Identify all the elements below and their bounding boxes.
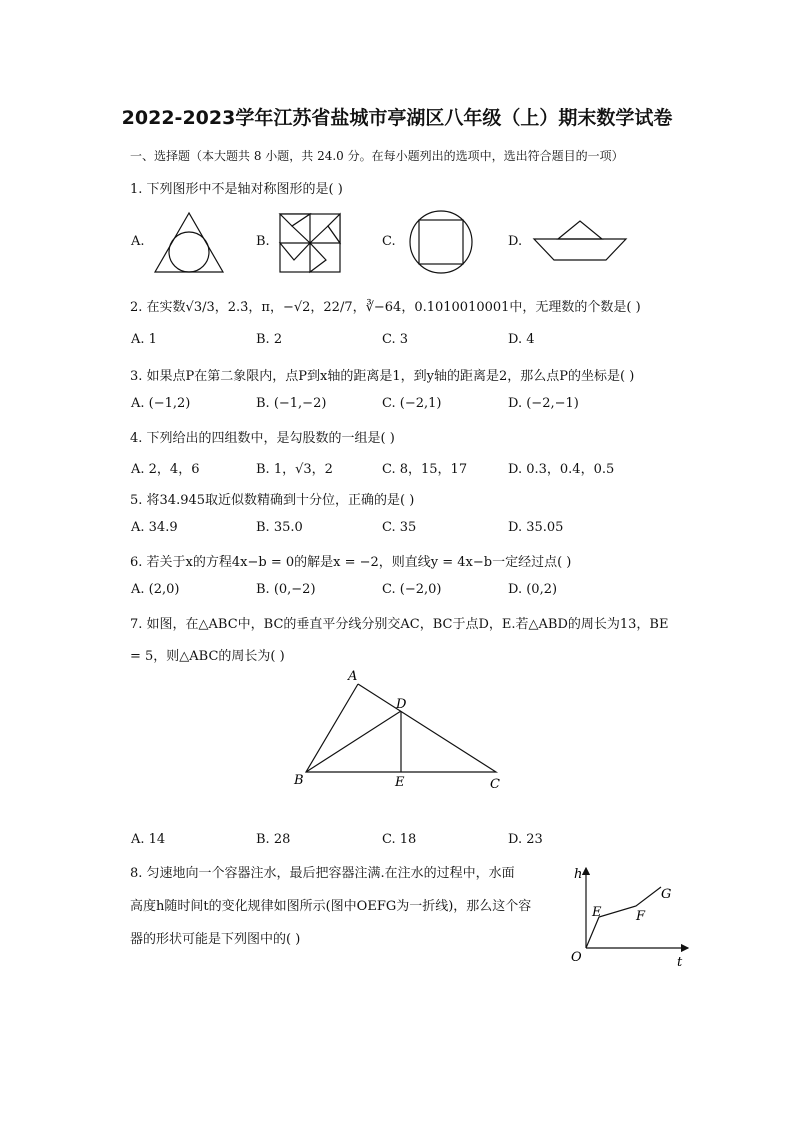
q3-option-d: D. (−2,−1): [508, 396, 579, 411]
q1-figure-a-triangle-circle: [150, 210, 230, 276]
q7-label-a: A: [348, 669, 358, 684]
q1-option-d: D.: [508, 234, 523, 249]
q1-figure-d-paper-boat: [532, 218, 628, 264]
q8-point-e-label: E: [592, 905, 602, 920]
q4-option-a: A. 2，4，6: [131, 462, 200, 477]
q2-option-a: A. 1: [131, 332, 157, 347]
q7-option-b: B. 28: [256, 832, 291, 847]
q2-option-c: C. 3: [382, 332, 409, 347]
question-5-stem: 5. 将34.945取近似数精确到十分位，正确的是( ): [130, 493, 415, 508]
q7-label-b: B: [294, 773, 304, 788]
question-2-stem: 2. 在实数√3/3，2.3̇，π，−√2，22/7，∛−64，0.1010010001中，无理数的个数是( ): [130, 300, 641, 315]
q7-label-c: C: [490, 777, 500, 792]
q7-option-d: D. 23: [508, 832, 543, 847]
question-4-stem: 4. 下列给出的四组数中，是勾股数的一组是( ): [130, 431, 395, 446]
q4-option-c: C. 8，15，17: [382, 462, 468, 477]
question-7-stem-line2: = 5，则△ABC的周长为( ): [130, 649, 285, 664]
q5-option-d: D. 35.05: [508, 520, 564, 535]
q8-point-f-label: F: [636, 909, 646, 924]
q8-axis-t-label: t: [677, 955, 683, 970]
q6-option-b: B. (0,−2): [256, 582, 316, 597]
q8-origin-label: O: [571, 950, 582, 965]
q5-option-a: A. 34.9: [131, 520, 178, 535]
q1-figure-b-pinwheel: [278, 212, 344, 274]
question-8-line2: 高度h随时间t的变化规律如图所示(图中OEFG为一折线)，那么这个容: [130, 899, 532, 914]
page-title: 2022-2023学年江苏省盐城市亭湖区八年级（上）期末数学试卷: [121, 107, 673, 129]
q1-option-b: B.: [256, 234, 270, 249]
q1-option-a: A.: [131, 234, 145, 249]
q8-point-g-label: G: [661, 887, 672, 902]
q4-option-b: B. 1，√3，2: [256, 462, 333, 477]
question-1-stem: 1. 下列图形中不是轴对称图形的是( ): [130, 182, 343, 197]
q1-option-c: C.: [382, 234, 396, 249]
q7-triangle-figure: [290, 668, 510, 794]
q2-option-d: D. 4: [508, 332, 535, 347]
question-7-stem-line1: 7. 如图，在△ABC中，BC的垂直平分线分别交AC，BC于点D，E.若△ABD的周长为13，BE: [130, 617, 669, 632]
q8-graph-figure: [566, 860, 696, 970]
q1-figure-c-circle-square: [408, 209, 474, 275]
question-8-line3: 器的形状可能是下列图中的( ): [130, 932, 301, 947]
question-6-stem: 6. 若关于x的方程4x−b = 0的解是x = −2，则直线y = 4x−b一定经过点( ): [130, 555, 572, 570]
q5-option-b: B. 35.0: [256, 520, 303, 535]
q3-option-b: B. (−1,−2): [256, 396, 327, 411]
q7-option-a: A. 14: [131, 832, 166, 847]
q7-label-e: E: [395, 775, 405, 790]
q6-option-c: C. (−2,0): [382, 582, 442, 597]
q3-option-a: A. (−1,2): [131, 396, 191, 411]
section-heading: 一、选择题（本大题共 8 小题，共 24.0 分。在每小题列出的选项中，选出符合题目的一项）: [130, 149, 624, 163]
question-8-line1: 8. 匀速地向一个容器注水，最后把容器注满.在注水的过程中，水面: [130, 866, 515, 881]
q6-option-d: D. (0,2): [508, 582, 558, 597]
q6-option-a: A. (2,0): [131, 582, 180, 597]
question-3-stem: 3. 如果点P在第二象限内，点P到x轴的距离是1，到y轴的距离是2，那么点P的坐标是( ): [130, 369, 635, 384]
q5-option-c: C. 35: [382, 520, 417, 535]
q2-option-b: B. 2: [256, 332, 283, 347]
q3-option-c: C. (−2,1): [382, 396, 442, 411]
q8-axis-h-label: h: [574, 867, 583, 882]
q4-option-d: D. 0.3，0.4，0.5: [508, 462, 615, 477]
q7-option-c: C. 18: [382, 832, 417, 847]
q7-label-d: D: [396, 697, 407, 712]
